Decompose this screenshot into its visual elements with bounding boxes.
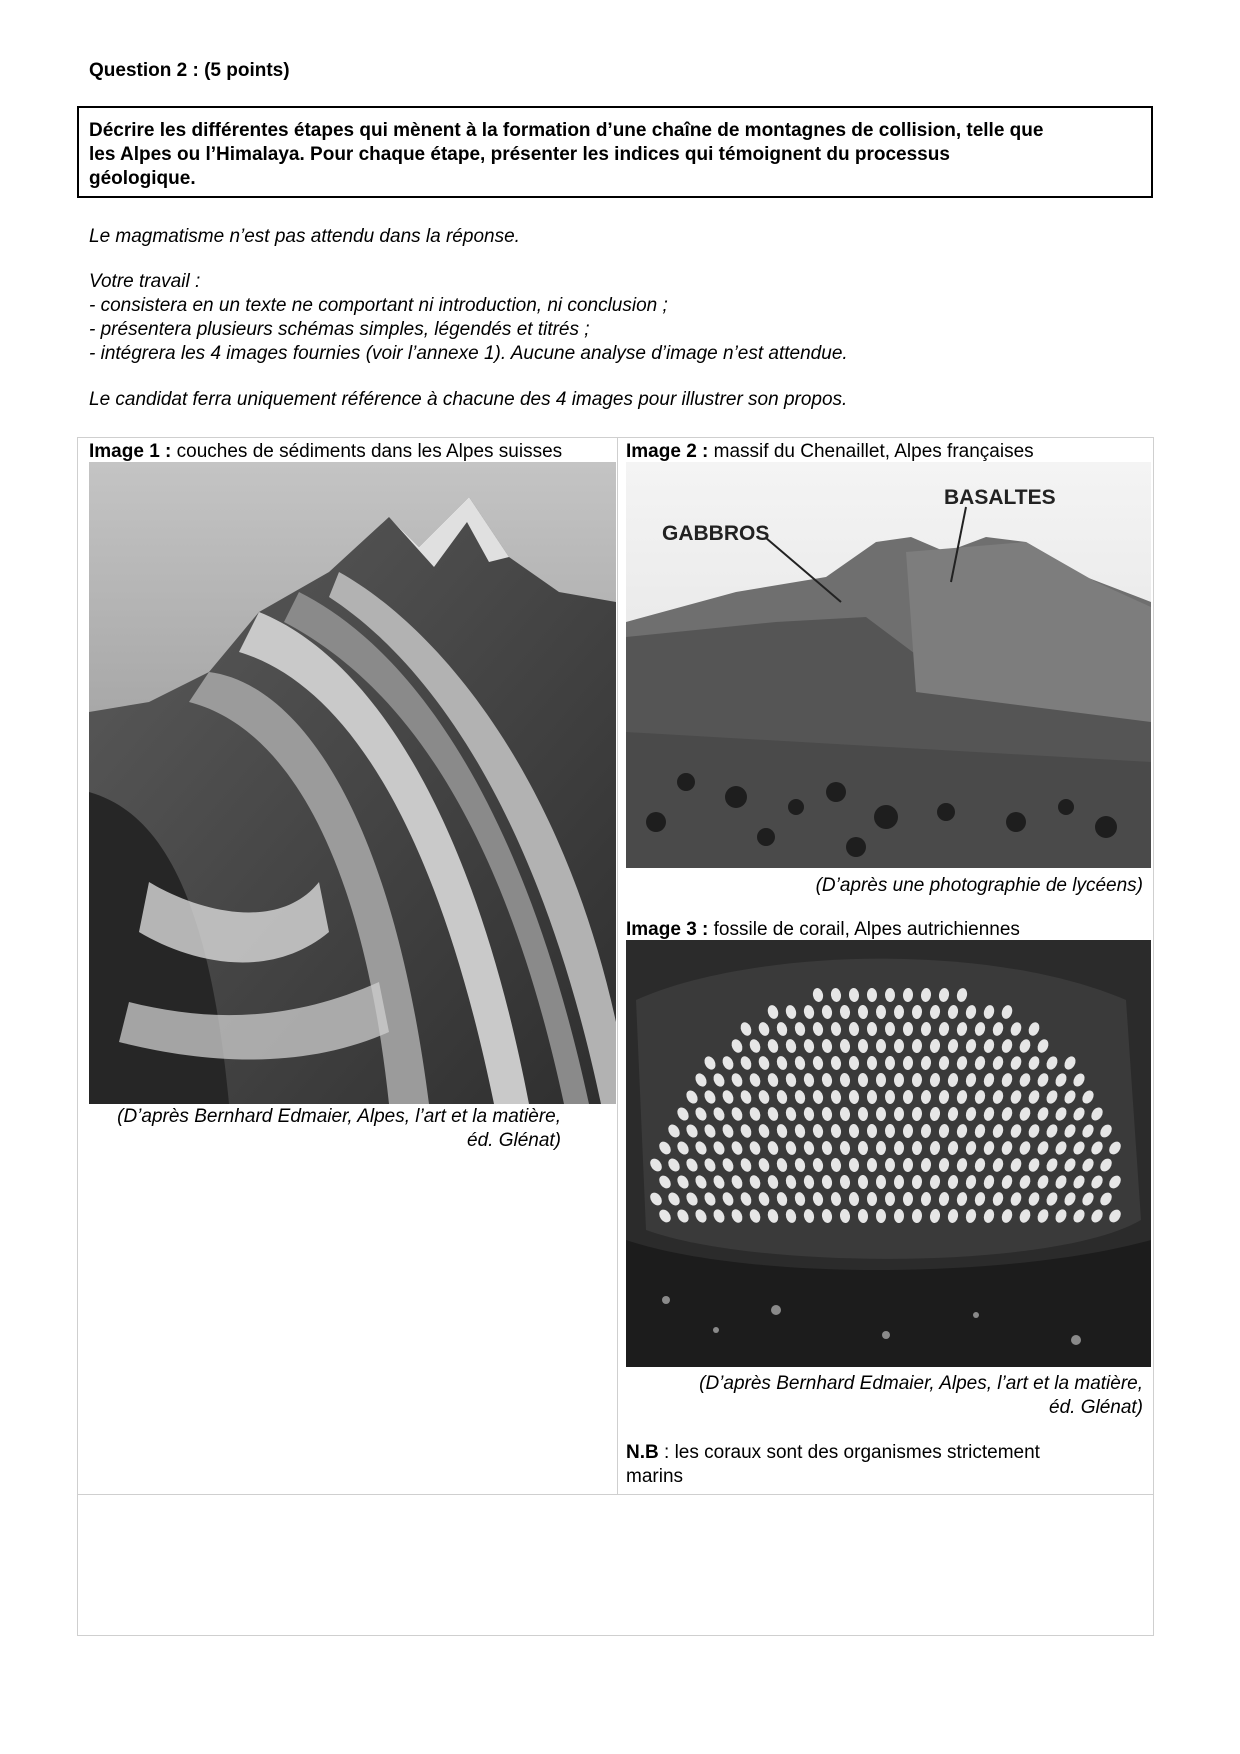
- task-line-2: les Alpes ou l’Himalaya. Pour chaque étape, présenter les indices qui témoignent du processus: [89, 144, 950, 165]
- task-line-3: géologique.: [89, 168, 196, 189]
- table-row-divider: [78, 1494, 1153, 1495]
- nb-label: N.B: [626, 1442, 659, 1463]
- image2-chenaillet-massif-photo: [626, 462, 1151, 868]
- nb-text-line-2: marins: [626, 1466, 684, 1487]
- image3-caption: [626, 919, 1020, 941]
- image1-label: Image 1 :: [89, 441, 172, 462]
- instruction-bullet-1: - consistera en un texte ne comportant ni introduction, ni conclusion ;: [89, 295, 668, 316]
- task-line-1: Décrire les différentes étapes qui mènent à la formation d’une chaîne de montagnes de collision, telle que: [89, 120, 1044, 141]
- image1-caption: [89, 441, 562, 463]
- work-intro: Votre travail :: [89, 271, 201, 292]
- image2-label: Image 2 :: [626, 441, 709, 462]
- nb-note: [626, 1441, 1040, 1489]
- annex-images-table: [77, 437, 1154, 1636]
- image1-sediment-layers-photo: [89, 462, 616, 1104]
- image1-caption-text: couches de sédiments dans les Alpes suisses: [171, 441, 563, 462]
- image1-credit-line-2: éd. Glénat): [467, 1130, 561, 1151]
- nb-text-line-1: : les coraux sont des organismes strictement: [658, 1442, 1040, 1463]
- magmatism-note: Le magmatisme n’est pas attendu dans la réponse.: [89, 226, 520, 247]
- image3-caption-text: fossile de corail, Alpes autrichiennes: [708, 919, 1020, 940]
- instruction-bullet-2: - présentera plusieurs schémas simples, légendés et titrés ;: [89, 319, 590, 340]
- image1-credit: [101, 1105, 561, 1153]
- image2-caption: [626, 441, 1034, 463]
- image1-credit-line-1: (D’après Bernhard Edmaier, Alpes, l’art et la matière,: [117, 1106, 561, 1127]
- task-statement-box: [77, 106, 1153, 198]
- image2-caption-text: massif du Chenaillet, Alpes françaises: [708, 441, 1034, 462]
- image3-credit-line-1: (D’après Bernhard Edmaier, Alpes, l’art et la matière,: [699, 1373, 1143, 1394]
- instruction-bullet-3: - intégrera les 4 images fournies (voir l’annexe 1). Aucune analyse d’image n’est attendue.: [89, 343, 848, 364]
- reference-note: Le candidat ferra uniquement référence à chacune des 4 images pour illustrer son propos.: [89, 389, 848, 410]
- basaltes-label: BASALTES: [944, 486, 1056, 509]
- image3-credit: [643, 1372, 1143, 1420]
- image2-credit: (D’après une photographie de lycéens): [815, 875, 1143, 896]
- table-column-divider: [617, 438, 618, 1494]
- image3-label: Image 3 :: [626, 919, 709, 940]
- image3-credit-line-2: éd. Glénat): [1049, 1397, 1143, 1418]
- gabbros-label: GABBROS: [662, 522, 770, 545]
- image3-coral-fossil-photo: [626, 940, 1151, 1367]
- question-title: Question 2 : (5 points): [89, 60, 290, 81]
